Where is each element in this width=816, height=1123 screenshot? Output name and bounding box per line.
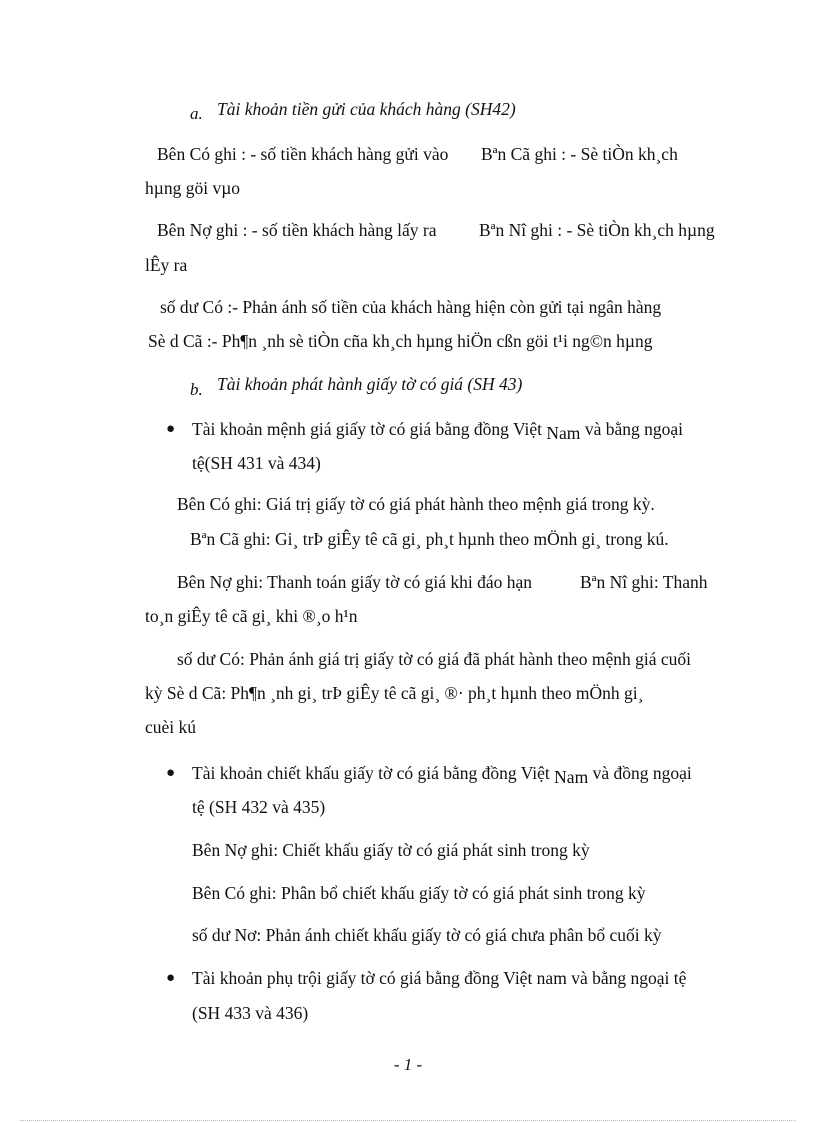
bullet-1-debit-line2: to¸n giÊy tê cã gi¸ khi ®¸o h¹n — [145, 606, 358, 626]
p1-line2: hµng göi vµo — [145, 178, 241, 198]
bullet-1-line2: tệ(SH 431 và 434) — [192, 453, 321, 473]
heading-b: Tài khoản phát hành giấy tờ có giá (SH 43) — [217, 374, 523, 394]
bullet-1-debit-right: Bªn Nî ghi: Thanh — [580, 572, 708, 592]
bullet-1-debit-left: Bên Nợ ghi: Thanh toán giấy tờ có giá khi đáo hạn — [177, 572, 532, 592]
p2-line2: lÊy ra — [145, 255, 188, 275]
bullet-2-balance: số dư Nơ: Phản ánh chiết khấu giấy tờ có giá chưa phân bổ cuối kỳ — [192, 925, 662, 945]
page-number: - 1 - — [393, 1055, 423, 1074]
bullet-2-line1 — [192, 763, 692, 787]
bullet-1-balance-line2: kỳ Sè d Cã: Ph¶n ¸nh gi¸ trÞ giÊy tê cã gi¸ ®· ph¸t hµnh theo mÖnh gi¸ — [145, 683, 644, 703]
heading-a-marker: a. — [190, 104, 203, 123]
bullet-3-dot: ● — [166, 970, 176, 986]
bullet-2-debit: Bên Nợ ghi: Chiết khấu giấy tờ có giá phát sinh trong kỳ — [192, 840, 590, 860]
bullet-1-credit-legacy: Bªn Cã ghi: Gi¸ trÞ giÊy tê cã gi¸ ph¸t hµnh theo mÖnh gi¸ trong kú. — [190, 529, 669, 549]
heading-b-marker: b. — [190, 380, 203, 399]
bullet-3-line1: Tài khoản phụ trội giấy tờ có giá bằng đồng Việt nam và bằng ngoại tệ — [192, 968, 687, 988]
p3-line1: số dư Có :- Phản ánh số tiền của khách hàng hiện còn gửi tại ngân hàng — [160, 297, 662, 317]
p3-line2: Sè d Cã :- Ph¶n ¸nh sè tiÒn cña kh¸ch hµng hiÖn cßn göi t¹i ng©n hµng — [148, 331, 653, 351]
bullet-1-line1 — [192, 419, 683, 443]
bullet-3-line2: (SH 433 và 436) — [192, 1003, 309, 1023]
bullet-1-line1-sub: Nam — [546, 423, 581, 443]
p2-line1-left: Bên Nợ ghi : - số tiền khách hàng lấy ra — [157, 220, 437, 240]
bullet-2-line2: tệ (SH 432 và 435) — [192, 797, 326, 817]
bullet-2-line1-a: Tài khoản chiết khấu giấy tờ có giá bằng đồng Việt — [192, 763, 550, 783]
footer-divider — [20, 1120, 796, 1121]
bullet-2-line1-sub: Nam — [554, 767, 589, 787]
p2-line1-right: Bªn Nî ghi : - Sè tiÒn kh¸ch hµng — [479, 220, 715, 240]
bullet-1-balance-line3: cuèi kú — [145, 717, 197, 737]
p1-line1-right: Bªn Cã ghi : - Sè tiÒn kh¸ch — [481, 144, 678, 164]
bullet-2-line1-b: và đồng ngoại — [592, 763, 692, 783]
p1-line1-left: Bên Có ghi : - số tiền khách hàng gửi vào — [157, 144, 449, 164]
bullet-2-credit: Bên Có ghi: Phân bổ chiết khấu giấy tờ có giá phát sinh trong kỳ — [192, 883, 646, 903]
bullet-1-credit: Bên Có ghi: Giá trị giấy tờ có giá phát hành theo mệnh giá trong kỳ. — [177, 494, 655, 514]
bullet-1-line1-a: Tài khoản mệnh giá giấy tờ có giá bằng đồng Việt — [192, 419, 543, 439]
bullet-1-dot: ● — [166, 421, 176, 437]
bullet-2-dot: ● — [166, 765, 176, 781]
heading-a: Tài khoản tiền gửi của khách hàng (SH42) — [217, 99, 516, 119]
bullet-1-line1-b: và bằng ngoại — [584, 419, 683, 439]
bullet-1-balance-line1: số dư Có: Phản ánh giá trị giấy tờ có giá đã phát hành theo mệnh giá cuối — [177, 649, 691, 669]
